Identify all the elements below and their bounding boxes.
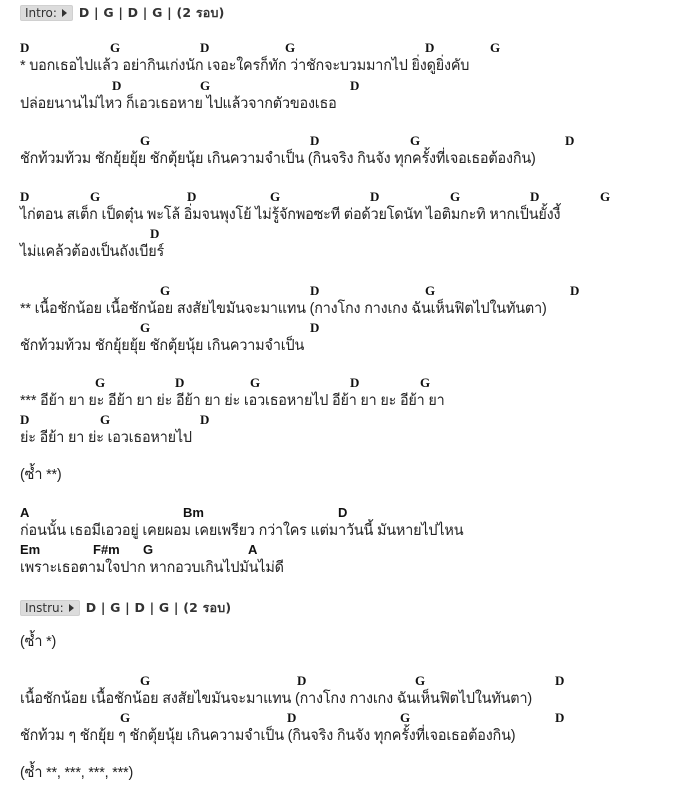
chord[interactable]: D	[20, 412, 30, 427]
lyric-line: เนื้อชักน้อย เนื้อชักน้อย สงสัยไขมันจะมาแทน (กางโกง กางเกง ฉันเห็นฟิตไปในทันตา)	[20, 690, 532, 707]
instru-row	[20, 598, 231, 618]
chord[interactable]: D	[20, 40, 30, 55]
chord[interactable]: D	[200, 40, 210, 55]
lyric-line: ชักท้วมท้วม ชักยุ้ยยุ้ย ชักตุ้ยนุ้ย เกินความจำเป็น	[20, 337, 305, 354]
chord[interactable]: G	[250, 375, 261, 390]
chord[interactable]: D	[200, 412, 210, 427]
chord[interactable]: D	[565, 133, 575, 148]
chord[interactable]: D	[175, 375, 185, 390]
chord[interactable]: G	[90, 189, 101, 204]
chord[interactable]: G	[140, 673, 151, 688]
chord[interactable]: G	[425, 283, 436, 298]
chord[interactable]: G	[160, 283, 171, 298]
chord[interactable]: F#m	[93, 542, 120, 557]
lyric-line: ไก่ตอน สเต็ก เป็ดตุ๋น พะโล้ อิ่มจนพุงโย้ ไม่รู้จักพอซะที ต่อด้วยโดนัท ไอติมกะทิ หากเป็นยั้งงี้	[20, 206, 561, 223]
intro-row	[20, 3, 225, 23]
chord[interactable]: G	[200, 78, 211, 93]
chord[interactable]: D	[350, 375, 360, 390]
chord[interactable]: D	[310, 283, 320, 298]
chord[interactable]: D	[112, 78, 122, 93]
lyric-line: * บอกเธอไปแล้ว อย่ากินเก่งนัก เจอะใครก็ทัก ว่าชักจะบวมมากไป ยิ่งดูยิ่งคับ	[20, 57, 470, 74]
repeat-note: (ซ้ำ *)	[20, 633, 57, 650]
instru-progression: D | G | D | G | (2 รอบ)	[85, 600, 232, 615]
chord[interactable]: G	[95, 375, 106, 390]
chord[interactable]: G	[490, 40, 501, 55]
chord[interactable]: D	[570, 283, 580, 298]
intro-progression: D | G | D | G | (2 รอบ)	[78, 5, 225, 20]
chord[interactable]: G	[270, 189, 281, 204]
lyric-line: ชักท้วมท้วม ชักยุ้ยยุ้ย ชักตุ้ยนุ้ย เกินความจำเป็น (กินจริง กินจัง ทุกครั้งที่เจอเธอต้องกิน)	[20, 150, 536, 167]
chord[interactable]: D	[310, 133, 320, 148]
intro-play-button[interactable]	[20, 5, 73, 21]
chord[interactable]: G	[140, 320, 151, 335]
instru-label: Instru:	[25, 601, 64, 615]
chord[interactable]: D	[287, 710, 297, 725]
chord[interactable]: G	[120, 710, 131, 725]
lyric-line: *** อีย้า ยา ยะ อีย้า ยา ย่ะ อีย้า ยา ย่ะ เอวเธอหายไป อีย้า ยา ยะ อีย้า ยา	[20, 392, 445, 409]
chord[interactable]: D	[350, 78, 360, 93]
chord[interactable]: D	[20, 189, 30, 204]
intro-label: Intro:	[25, 6, 57, 20]
lyric-line: ** เนื้อชักน้อย เนื้อชักน้อย สงสัยไขมันจะมาแทน (กางโกง กางเกง ฉันเห็นฟิตไปในทันตา)	[20, 300, 547, 317]
chord[interactable]: A	[248, 542, 258, 557]
chord[interactable]: G	[420, 375, 431, 390]
chord[interactable]: G	[415, 673, 426, 688]
chord[interactable]: D	[370, 189, 380, 204]
lyric-line: ปล่อยนานไม่ไหว ก็เอวเธอหาย ไปแล้วจากตัวของเธอ	[20, 95, 337, 112]
chord[interactable]: D	[297, 673, 307, 688]
chord[interactable]: D	[150, 226, 160, 241]
chord[interactable]: G	[285, 40, 296, 55]
lyric-line: ชักท้วม ๆ ชักยุ้ย ๆ ชักตุ้ยนุ้ย เกินความจำเป็น (กินจริง กินจัง ทุกครั้งที่เจอเธอต้องกิน)	[20, 727, 516, 744]
chord[interactable]: G	[400, 710, 411, 725]
chord[interactable]: D	[425, 40, 435, 55]
chord[interactable]: D	[555, 673, 565, 688]
chord[interactable]: G	[100, 412, 111, 427]
lyric-line: เพราะเธอตามใจปาก หากอวบเกินไปมันไม่ดี	[20, 559, 284, 576]
play-triangle-icon	[62, 9, 67, 17]
chord[interactable]: G	[110, 40, 121, 55]
instru-play-button[interactable]	[20, 600, 80, 616]
chord[interactable]: G	[600, 189, 611, 204]
chord[interactable]: G	[140, 133, 151, 148]
chord[interactable]: D	[338, 505, 348, 520]
repeat-note: (ซ้ำ **)	[20, 466, 62, 483]
play-triangle-icon	[69, 604, 74, 612]
chord[interactable]: D	[555, 710, 565, 725]
lyric-line: ย่ะ อีย้า ยา ย่ะ เอวเธอหายไป	[20, 429, 192, 446]
repeat-note: (ซ้ำ **, ***, ***, ***)	[20, 764, 134, 781]
chord[interactable]: Em	[20, 542, 41, 557]
lyric-line: ก่อนนั้น เธอมีเอวอยู่ เคยผอม เคยเพรียว กว่าใคร แต่มาวันนี้ มันหายไปไหน	[20, 522, 464, 539]
chord[interactable]: A	[20, 505, 30, 520]
chord[interactable]: D	[310, 320, 320, 335]
lyric-line: ไม่แคล้วต้องเป็นถังเบียร์	[20, 243, 165, 260]
chord[interactable]: D	[530, 189, 540, 204]
chord[interactable]: G	[450, 189, 461, 204]
chord[interactable]: G	[410, 133, 421, 148]
chord[interactable]: D	[187, 189, 197, 204]
chord[interactable]: G	[143, 542, 154, 557]
chord[interactable]: Bm	[183, 505, 204, 520]
